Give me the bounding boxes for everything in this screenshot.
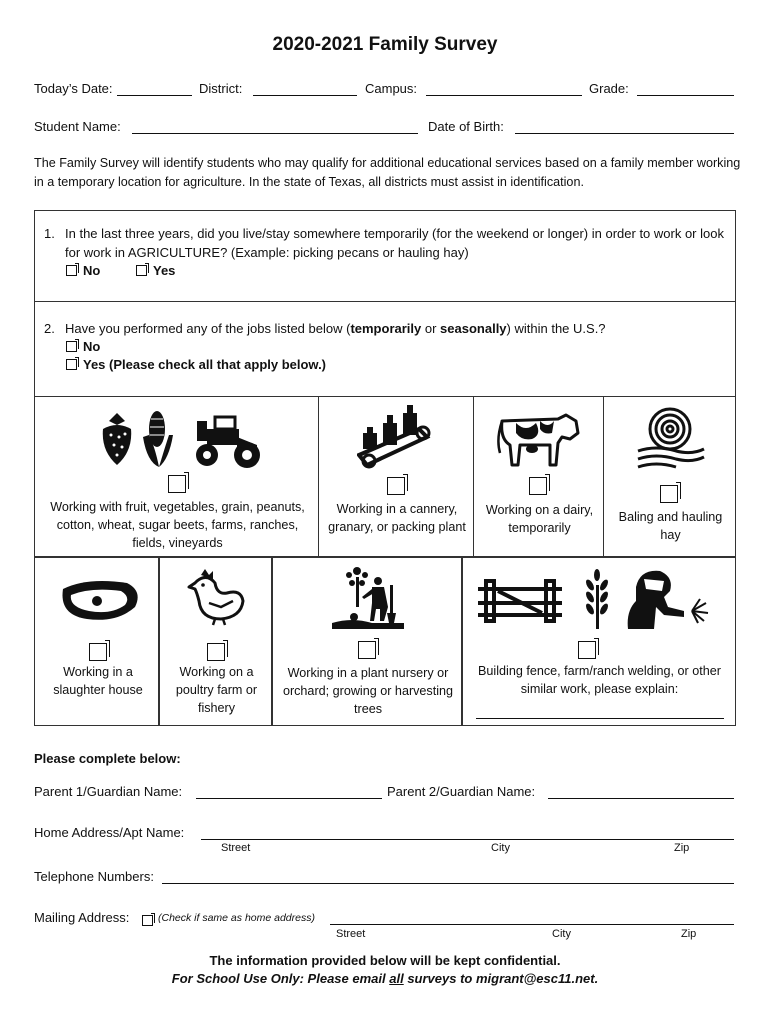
job-farm-label: Working with fruit, vegetables, grain, peanuts, cotton, wheat, sugar beets, farms, ranches, fields, vineyards (50, 500, 305, 550)
parent1-field[interactable] (196, 798, 382, 799)
job-cell-nursery (271, 556, 463, 726)
telephone-field[interactable] (162, 883, 734, 884)
job-slaughter-checkbox[interactable] (89, 643, 107, 661)
job-fence-explain-field[interactable] (476, 718, 724, 719)
home-address-field[interactable] (201, 839, 734, 840)
mailing-address-field[interactable] (330, 924, 734, 925)
home-street-caption: Street (221, 842, 251, 854)
job-cell-slaughter (34, 556, 160, 726)
campus-label: Campus: (365, 81, 418, 96)
job-cell-poultry (158, 556, 273, 726)
job-dairy-label: Working on a dairy, temporarily (485, 503, 594, 535)
student-name-label: Student Name: (34, 119, 121, 134)
q2-no-label: No (83, 339, 101, 354)
campus-field[interactable] (426, 95, 582, 96)
q2-number: 2. (44, 321, 55, 336)
job-cell-fence (461, 556, 736, 726)
student-name-field[interactable] (132, 133, 418, 134)
intro-paragraph: The Family Survey will identify students who may qualify for additional educational services based on a family member working in a temporary location for agriculture. In the state of Texas, all districts must assist in identification. (34, 156, 741, 189)
dob-field[interactable] (515, 133, 734, 134)
steak-icon (57, 577, 143, 623)
q1-no-label: No (83, 263, 101, 278)
fence-wheat-welder-icon (478, 567, 726, 629)
q2-yes-checkbox[interactable] (66, 359, 77, 370)
mailing-zip-caption: Zip (681, 928, 697, 940)
todays-date-label: Today’s Date: (34, 81, 113, 96)
q1-no-option[interactable] (66, 263, 100, 278)
telephone-label: Telephone Numbers: (34, 869, 154, 884)
parent2-field[interactable] (548, 798, 734, 799)
q1-yes-checkbox[interactable] (136, 265, 147, 276)
job-slaughter-label: Working in a slaughter house (53, 665, 143, 697)
q2-no-checkbox[interactable] (66, 341, 77, 352)
page-title: 2020-2021 Family Survey (272, 34, 498, 55)
job-baling-checkbox[interactable] (660, 485, 678, 503)
mailing-address-label: Mailing Address: (34, 910, 130, 925)
job-poultry-checkbox[interactable] (207, 643, 225, 661)
q2-yes-label: Yes (Please check all that apply below.) (83, 357, 327, 372)
tree-planting-icon (332, 563, 404, 629)
job-cannery-label: Working in a cannery, granary, or packing plant (328, 502, 466, 534)
q1-number: 1. (44, 226, 55, 241)
job-nursery-label: Working in a plant nursery or orchard; growing or harvesting trees (282, 666, 454, 716)
cow-icon (496, 409, 584, 469)
dob-label: Date of Birth: (428, 119, 504, 134)
confidential-note: The information provided below will be kept confidential. (209, 953, 561, 968)
parent1-label: Parent 1/Guardian Name: (34, 784, 183, 799)
q1-yes-label: Yes (153, 263, 176, 278)
q1-yes-option[interactable] (136, 263, 175, 278)
home-address-label: Home Address/Apt Name: (34, 825, 185, 840)
job-cannery-checkbox[interactable] (387, 477, 405, 495)
job-dairy-checkbox[interactable] (529, 477, 547, 495)
job-cell-farm (34, 396, 319, 558)
district-field[interactable] (253, 95, 357, 96)
grade-label: Grade: (589, 81, 629, 96)
job-cell-baling (603, 396, 736, 558)
school-use-note: For School Use Only: Please email all surveys to migrant@esc11.net. (171, 971, 599, 986)
job-poultry-label: Working on a poultry farm or fishery (175, 665, 258, 715)
cannery-conveyor-icon (357, 403, 437, 473)
home-zip-caption: Zip (674, 842, 690, 854)
q1-text: In the last three years, did you live/stay somewhere temporarily (for the weekend or longer) in order to work or look for work in AGRICULTURE? (Example: picking pecans or hauling hay) (65, 226, 724, 260)
parent2-label: Parent 2/Guardian Name: (387, 784, 536, 799)
q2-no-option[interactable] (66, 339, 100, 354)
job-farm-checkbox[interactable] (168, 475, 186, 493)
grade-field[interactable] (637, 95, 734, 96)
chicken-icon (187, 567, 247, 627)
same-as-home-checkbox[interactable] (142, 915, 153, 926)
district-label: District: (199, 81, 243, 96)
same-as-home-label: (Check if same as home address) (158, 912, 315, 924)
job-baling-label: Baling and hauling hay (618, 510, 723, 542)
q2-text: Have you performed any of the jobs listed below (temporarily or seasonally) within the U.S.? (65, 321, 606, 336)
job-fence-checkbox[interactable] (578, 641, 596, 659)
q1-no-checkbox[interactable] (66, 265, 77, 276)
job-cell-cannery (318, 396, 474, 558)
question-2-box (34, 301, 736, 397)
todays-date-field[interactable] (117, 95, 192, 96)
fruit-vegetable-tractor-icon (97, 407, 267, 469)
job-fence-label: Building fence, farm/ranch welding, or other similar work, please explain: (478, 664, 721, 696)
q2-yes-option[interactable] (66, 357, 326, 372)
complete-heading: Please complete below: (34, 751, 181, 766)
mailing-street-caption: Street (336, 928, 366, 940)
hay-bale-icon (636, 407, 706, 469)
mailing-city-caption: City (552, 928, 571, 940)
job-nursery-checkbox[interactable] (358, 641, 376, 659)
job-cell-dairy (473, 396, 604, 558)
home-city-caption: City (491, 842, 510, 854)
